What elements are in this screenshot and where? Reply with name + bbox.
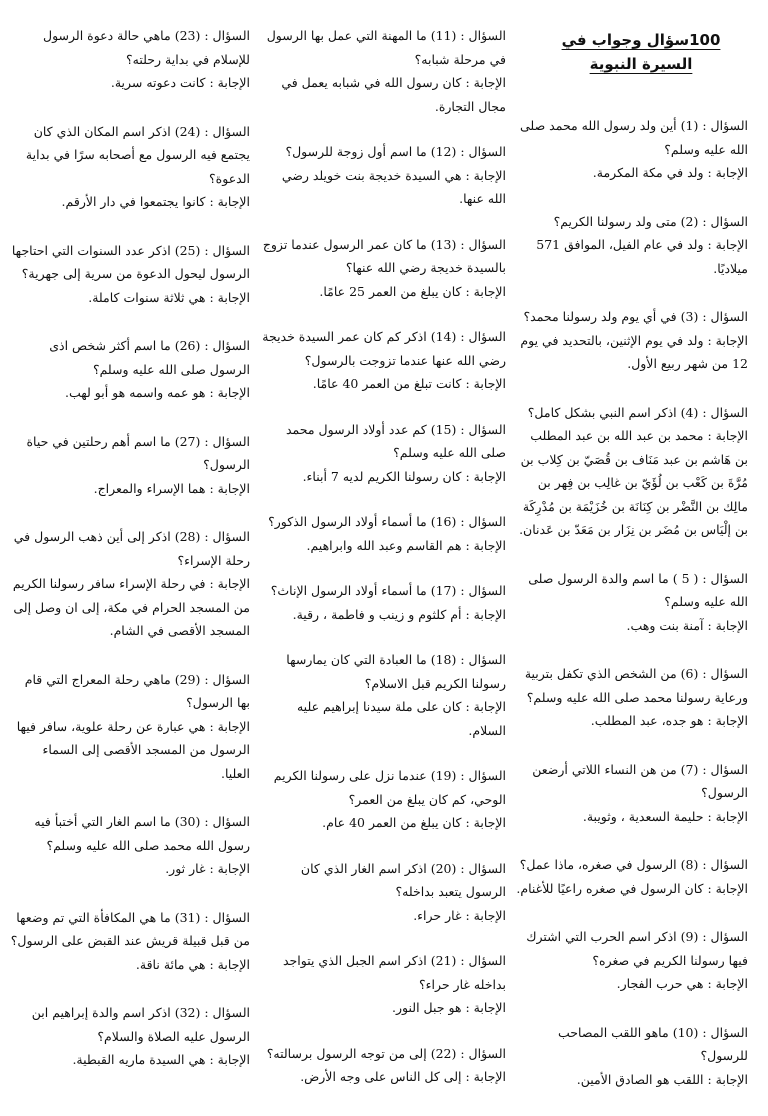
answer-text: [260, 811, 506, 835]
question-number: (26): [174, 338, 201, 353]
answer-label: الإجابة :: [707, 1071, 748, 1087]
answer-body: محمد بن عبد الله بن عبد المطلب بن هَاشم بن عبد مَنَاف بن قُصَيّ بن كِلاب بن مُرَّةَ بن كَعْب بن لُؤَيّ بن غالِب بن فِهر بن مالِك بن النَّضْر بن كِنَانَة بن خُزَيْمَة بن مُدْرِكَة بن إلْيَاس بن مُضَر بن نِزَار بن مَعَدّ بن عَدنان.: [519, 428, 748, 537]
answer-body: هي السيدة خديجة بنت خويلد رضي الله عنها.: [281, 167, 506, 206]
question-body: ما كان عمر الرسول عندما تزوج بالسيدة خديجة رضي الله عنها؟: [262, 236, 506, 275]
column-right: [516, 24, 748, 1116]
question-label: السؤال :: [702, 404, 748, 420]
question-label: السؤال :: [204, 529, 250, 544]
question-label: السؤال :: [204, 28, 250, 43]
answer-label: الإجابة :: [707, 880, 748, 896]
question-text: [516, 210, 748, 234]
answer-text: [10, 1048, 250, 1072]
question-label: السؤال :: [460, 514, 506, 529]
answer-body: هي السيدة ماريه القبطية.: [72, 1052, 206, 1067]
answer-label: الإجابة :: [209, 75, 250, 90]
question-text: [516, 567, 748, 614]
answer-label: الإجابة :: [707, 165, 748, 180]
question-label: السؤال :: [204, 1005, 250, 1020]
question-text: [260, 579, 506, 603]
qa-item: [260, 418, 506, 489]
question-body: أين ولد رسول الله محمد صلى الله عليه وسلم؟: [520, 118, 748, 157]
question-label: السؤال :: [460, 768, 506, 783]
answer-label: الإجابة :: [707, 428, 748, 443]
question-text: [10, 906, 250, 953]
answer-body: كانوا يجتمعوا في دار الأرقم.: [61, 194, 206, 209]
question-label: السؤال :: [204, 123, 250, 139]
qa-list-middle: [260, 24, 506, 1089]
answer-label: الإجابة :: [209, 718, 250, 734]
question-text: [260, 949, 506, 996]
question-text: [260, 764, 506, 811]
question-body: ماهي رحلة المعراج التي قام بها الرسول؟: [24, 671, 250, 710]
answer-label: الإجابة :: [465, 283, 506, 299]
question-number: (27): [174, 433, 201, 449]
qa-item: [260, 857, 506, 928]
answer-body: آمنة بنت وهب.: [626, 617, 704, 633]
question-body: في أي يوم ولد رسولنا محمد؟: [523, 309, 677, 324]
answer-body: حليمة السعدية ، وثويبة.: [582, 808, 704, 824]
answer-label: الإجابة :: [465, 1069, 506, 1084]
question-body: ما أسماء أولاد الرسول الإناث؟: [270, 583, 427, 598]
answer-body: هي ثلاثة سنوات كاملة.: [88, 289, 206, 305]
question-body: الرسول في صغره، ماذا عمل؟: [519, 857, 677, 872]
question-label: السؤال :: [460, 652, 506, 667]
answer-label: الإجابة :: [707, 713, 748, 728]
answer-text: [260, 280, 506, 304]
answer-body: هي حرب الفجار.: [616, 976, 704, 991]
question-body: اذكر اسم الغار الذي كان الرسول يتعبد بداخله؟: [300, 860, 506, 899]
answer-text: [260, 465, 506, 489]
question-label: السؤال :: [702, 761, 748, 777]
answer-label: الإجابة :: [465, 468, 506, 484]
qa-item: [516, 210, 748, 281]
answer-text: [10, 857, 250, 881]
answer-label: الإجابة :: [209, 289, 250, 305]
question-number: (24): [174, 123, 201, 139]
question-number: (8): [680, 857, 699, 872]
qa-item: [516, 925, 748, 996]
question-text: [10, 525, 250, 572]
question-body: اذكر إلى أين ذهب الرسول في رحلة الإسراء؟: [13, 529, 250, 568]
answer-label: الإجابة :: [465, 699, 506, 714]
question-text: [260, 418, 506, 465]
answer-body: كان رسولنا الكريم لديه 7 أبناء.: [302, 468, 462, 484]
question-label: السؤال :: [702, 1024, 748, 1040]
question-body: اذكر عدد السنوات التي احتاجها الرسول ليحول الدعوة من سرية إلى جهرية؟: [11, 242, 250, 281]
answer-body: كانت دعوته سرية.: [110, 75, 206, 90]
answer-body: غار ثور.: [165, 861, 206, 876]
question-text: [260, 648, 506, 695]
answer-text: [10, 953, 250, 977]
answer-text: [260, 71, 506, 118]
question-text: [10, 24, 250, 71]
question-body: اذكر اسم الجبل الذي يتواجد بداخله غار حراء؟: [282, 953, 506, 992]
question-body: ما اسم أكثر شخص اذى الرسول صلى الله عليه وسلم؟: [49, 338, 250, 377]
answer-text: [260, 1065, 506, 1089]
question-body: اذكر كم كان عمر السيدة خديجة رضي الله عنها عندما تزوجت بالرسول؟: [262, 329, 506, 368]
answer-text: [516, 424, 748, 542]
qa-item: [260, 648, 506, 742]
answer-body: غار حراء.: [413, 907, 462, 923]
question-label: السؤال :: [702, 570, 748, 586]
answer-body: هي عبارة عن رحلة علوية، سافر فيها الرسول من المسجد الأقصى إلى السماء العليا.: [16, 718, 250, 781]
question-number: (20): [430, 860, 457, 876]
answer-body: هو عمه واسمه هو أبو لهب.: [65, 385, 206, 400]
qa-item: [516, 1021, 748, 1092]
answer-text: [10, 190, 250, 214]
question-label: السؤال :: [204, 909, 250, 925]
question-label: السؤال :: [460, 583, 506, 598]
answer-label: الإجابة :: [465, 815, 506, 830]
qa-item: [10, 1001, 250, 1072]
question-label: السؤال :: [204, 814, 250, 829]
qa-item: [10, 120, 250, 214]
answer-label: الإجابة :: [707, 808, 748, 824]
question-text: [10, 810, 250, 857]
answer-label: الإجابة :: [465, 907, 506, 923]
answer-text: [516, 329, 748, 376]
answer-body: كان يبلغ من العمر 40 عام.: [322, 815, 462, 830]
question-number: (13): [430, 236, 457, 252]
question-text: [260, 1042, 506, 1066]
question-label: السؤال :: [460, 236, 506, 252]
answer-text: [516, 877, 748, 901]
question-label: السؤال :: [460, 28, 506, 43]
qa-item: [10, 525, 250, 643]
answer-body: هما الإسراء والمعراج.: [93, 480, 206, 496]
qa-item: [516, 853, 748, 900]
question-text: [260, 857, 506, 904]
answer-text: [10, 477, 250, 501]
question-body: متى ولد رسولنا الكريم؟: [553, 213, 677, 229]
question-body: من الشخص الذي تكفل بتربية ورعاية رسولنا محمد صلى الله عليه وسلم؟: [524, 666, 748, 705]
question-label: السؤال :: [460, 953, 506, 968]
answer-text: [260, 603, 506, 627]
answer-text: [260, 904, 506, 928]
answer-text: [260, 996, 506, 1020]
question-number: (30): [174, 814, 201, 829]
question-number: (28): [174, 529, 201, 544]
question-body: ما اسم أهم رحلتين في حياة الرسول؟: [26, 433, 250, 472]
answer-body: هو جده، عبد المطلب.: [590, 713, 704, 728]
answer-body: هو جبل النور.: [392, 1000, 462, 1015]
question-body: إلى من توجه الرسول برسالته؟: [266, 1045, 427, 1061]
question-number: (19): [430, 768, 457, 783]
question-body: ما المهنة التي عمل بها الرسول في مرحلة شبابه؟: [266, 28, 506, 67]
question-text: [516, 401, 748, 425]
question-number: (1): [680, 118, 699, 133]
qa-list-left: [10, 24, 250, 1072]
answer-text: [10, 71, 250, 95]
question-body: اذكر اسم الحرب التي اشترك فيها رسولنا الكريم في صغره؟: [526, 929, 748, 968]
answer-text: [10, 286, 250, 310]
question-body: ما هي المكافأة التي تم وضعها من قبل قبيلة قريش عند القبض على الرسول؟: [10, 909, 250, 948]
answer-label: الإجابة :: [465, 376, 506, 391]
answer-body: ولد في يوم الإثنين، بالتحديد في يوم 12 من شهر ربيع الأول.: [520, 332, 748, 371]
question-number: (6): [680, 666, 699, 681]
question-body: ماهو اللقب المصاحب للرسول؟: [558, 1024, 748, 1063]
qa-item: [260, 24, 506, 118]
question-body: اذكر اسم والدة إبراهيم ابن الرسول عليه الصلاة والسلام؟: [31, 1005, 250, 1044]
question-text: [10, 430, 250, 477]
question-text: [260, 140, 506, 164]
question-number: (14): [430, 329, 457, 344]
question-label: السؤال :: [702, 857, 748, 872]
question-number: (29): [174, 671, 201, 687]
question-label: السؤال :: [702, 666, 748, 681]
question-number: (23): [174, 28, 201, 43]
question-number: (9): [680, 929, 699, 944]
answer-text: [10, 715, 250, 786]
question-text: [516, 662, 748, 709]
question-text: [516, 305, 748, 329]
question-number: (15): [430, 421, 457, 437]
answer-text: [516, 1068, 748, 1092]
question-body: ما اسم أول زوجة للرسول؟: [285, 144, 427, 159]
qa-item: [10, 906, 250, 977]
answer-body: كان الرسول في صغره راعيًا للأغنام.: [516, 880, 704, 896]
question-text: [516, 758, 748, 805]
question-body: ما أسماء أولاد الرسول الذكور؟: [268, 514, 427, 529]
qa-item: [260, 510, 506, 557]
answer-body: في رحلة الإسراء سافر رسولنا الكريم من المسجد الحرام في مكة، إلى ان وصل إلى المسجد الأقصى في الشام.: [12, 576, 250, 638]
question-number: (25): [174, 242, 201, 258]
qa-item: [260, 325, 506, 396]
question-body: ماهي حالة دعوة الرسول للإسلام في بداية رحلته؟: [42, 28, 250, 67]
question-body: اذكر اسم النبي بشكل كامل؟: [527, 404, 677, 420]
qa-item: [260, 579, 506, 626]
qa-item: [260, 949, 506, 1020]
question-label: السؤال :: [460, 421, 506, 437]
question-number: (16): [430, 514, 457, 529]
question-label: السؤال :: [204, 338, 250, 353]
question-label: السؤال :: [204, 242, 250, 258]
answer-label: الإجابة :: [209, 194, 250, 209]
question-text: [260, 24, 506, 71]
question-text: [516, 925, 748, 972]
question-label: السؤال :: [204, 671, 250, 687]
question-label: السؤال :: [702, 213, 748, 229]
answer-label: الإجابة :: [707, 617, 748, 633]
answer-label: الإجابة :: [707, 332, 748, 348]
answer-label: الإجابة :: [209, 576, 250, 591]
column-left: [10, 24, 250, 1097]
qa-item: [10, 810, 250, 881]
answer-label: الإجابة :: [465, 537, 506, 553]
qa-item: [516, 758, 748, 829]
question-number: (10): [672, 1024, 699, 1040]
qa-item: [260, 1042, 506, 1089]
answer-text: [260, 695, 506, 742]
qa-item: [516, 305, 748, 376]
question-label: السؤال :: [702, 118, 748, 133]
question-body: ما العبادة التي كان يمارسها رسولنا الكريم قبل الاسلام؟: [286, 652, 506, 691]
qa-item: [10, 430, 250, 501]
answer-text: [516, 161, 748, 185]
answer-label: الإجابة :: [465, 167, 506, 183]
question-text: [10, 239, 250, 286]
qa-item: [516, 567, 748, 638]
answer-label: الإجابة :: [465, 75, 506, 90]
answer-body: اللقب هو الصادق الأمين.: [576, 1071, 704, 1087]
answer-body: كان يبلغ من العمر 25 عامًا.: [319, 283, 462, 299]
answer-label: الإجابة :: [707, 237, 748, 252]
answer-body: ولد في مكة المكرمة.: [592, 165, 704, 180]
question-label: السؤال :: [460, 860, 506, 876]
answer-body: كان رسول الله في شبابه يعمل في مجال التجارة.: [281, 75, 506, 114]
answer-label: الإجابة :: [465, 606, 506, 622]
question-label: السؤال :: [460, 329, 506, 344]
question-number: (22): [430, 1045, 457, 1061]
question-text: [10, 668, 250, 715]
question-text: [10, 1001, 250, 1048]
answer-body: كانت تبلغ من العمر 40 عامًا.: [312, 376, 462, 391]
answer-body: هي مائة ناقة.: [135, 956, 206, 972]
question-number: (31): [174, 909, 201, 925]
question-number: (4): [680, 404, 699, 420]
answer-text: [260, 534, 506, 558]
qa-item: [516, 662, 748, 733]
qa-item: [260, 140, 506, 211]
question-text: [260, 510, 506, 534]
answer-text: [516, 972, 748, 996]
answer-label: الإجابة :: [209, 956, 250, 972]
document-title: 100سؤال وجواب في السيرة النبوية: [561, 31, 721, 73]
answer-body: أم كلثوم و زينب و فاطمة ، رقية.: [292, 606, 462, 622]
question-number: (17): [430, 583, 457, 598]
question-label: السؤال :: [204, 433, 250, 449]
qa-item: [516, 114, 748, 185]
qa-item: [260, 233, 506, 304]
answer-text: [10, 572, 250, 643]
question-label: السؤال :: [460, 144, 506, 159]
answer-label: الإجابة :: [209, 1052, 250, 1067]
question-text: [516, 1021, 748, 1068]
question-body: ما اسم والدة الرسول صلى الله عليه وسلم؟: [528, 570, 748, 609]
qa-item: [10, 24, 250, 95]
answer-body: كان على ملة سيدنا إبراهيم عليه السلام.: [296, 699, 506, 738]
question-text: [10, 120, 250, 191]
answer-text: [516, 709, 748, 733]
qa-item: [260, 764, 506, 835]
question-number: (12): [430, 144, 457, 159]
answer-label: الإجابة :: [209, 385, 250, 400]
question-number: (3): [680, 309, 699, 324]
answer-label: الإجابة :: [209, 480, 250, 496]
question-text: [10, 334, 250, 381]
qa-item: [10, 239, 250, 310]
qa-item: [516, 401, 748, 542]
answer-label: الإجابة :: [209, 861, 250, 876]
question-body: كم عدد أولاد الرسول محمد صلى الله عليه وسلم؟: [286, 421, 506, 460]
qa-item: [10, 668, 250, 786]
answer-text: [516, 233, 748, 280]
question-number: (18): [430, 652, 457, 667]
answer-text: [516, 805, 748, 829]
question-label: السؤال :: [702, 929, 748, 944]
qa-list-right: [516, 114, 748, 1091]
question-label: السؤال :: [460, 1045, 506, 1061]
question-number: (11): [430, 28, 457, 43]
answer-body: هم القاسم وعبد الله وابراهيم.: [306, 537, 462, 553]
answer-label: الإجابة :: [465, 1000, 506, 1015]
answer-text: [10, 381, 250, 405]
question-number: (32): [174, 1005, 201, 1020]
answer-text: [516, 614, 748, 638]
question-body: عندما نزل على رسولنا الكريم الوحي، كم كان يبلغ من العمر؟: [273, 768, 506, 807]
question-text: [516, 114, 748, 161]
answer-label: الإجابة :: [707, 976, 748, 991]
question-body: ما اسم الغار التي أختبأ فيه رسول الله محمد صلى الله عليه وسلم؟: [34, 814, 250, 853]
answer-body: ولد في عام الفيل، الموافق 571 ميلاديًا.: [536, 237, 748, 276]
qa-item: [10, 334, 250, 405]
question-number: (21): [430, 953, 457, 968]
answer-text: [260, 372, 506, 396]
question-label: السؤال :: [702, 309, 748, 324]
question-number: (2): [680, 213, 699, 229]
question-text: [260, 325, 506, 372]
answer-body: إلى كل الناس على وجه الأرض.: [300, 1069, 462, 1084]
question-text: [516, 853, 748, 877]
question-number: ( 5 ): [672, 570, 699, 586]
column-middle: [260, 24, 506, 1111]
question-body: من هن النساء اللاتي أرضعن الرسول؟: [532, 761, 748, 800]
question-body: اذكر اسم المكان الذي كان يجتمع فيه الرسول مع أصحابه سرًا في بداية الدعوة؟: [25, 123, 250, 186]
question-text: [260, 233, 506, 280]
question-number: (7): [680, 761, 699, 777]
answer-text: [260, 164, 506, 211]
